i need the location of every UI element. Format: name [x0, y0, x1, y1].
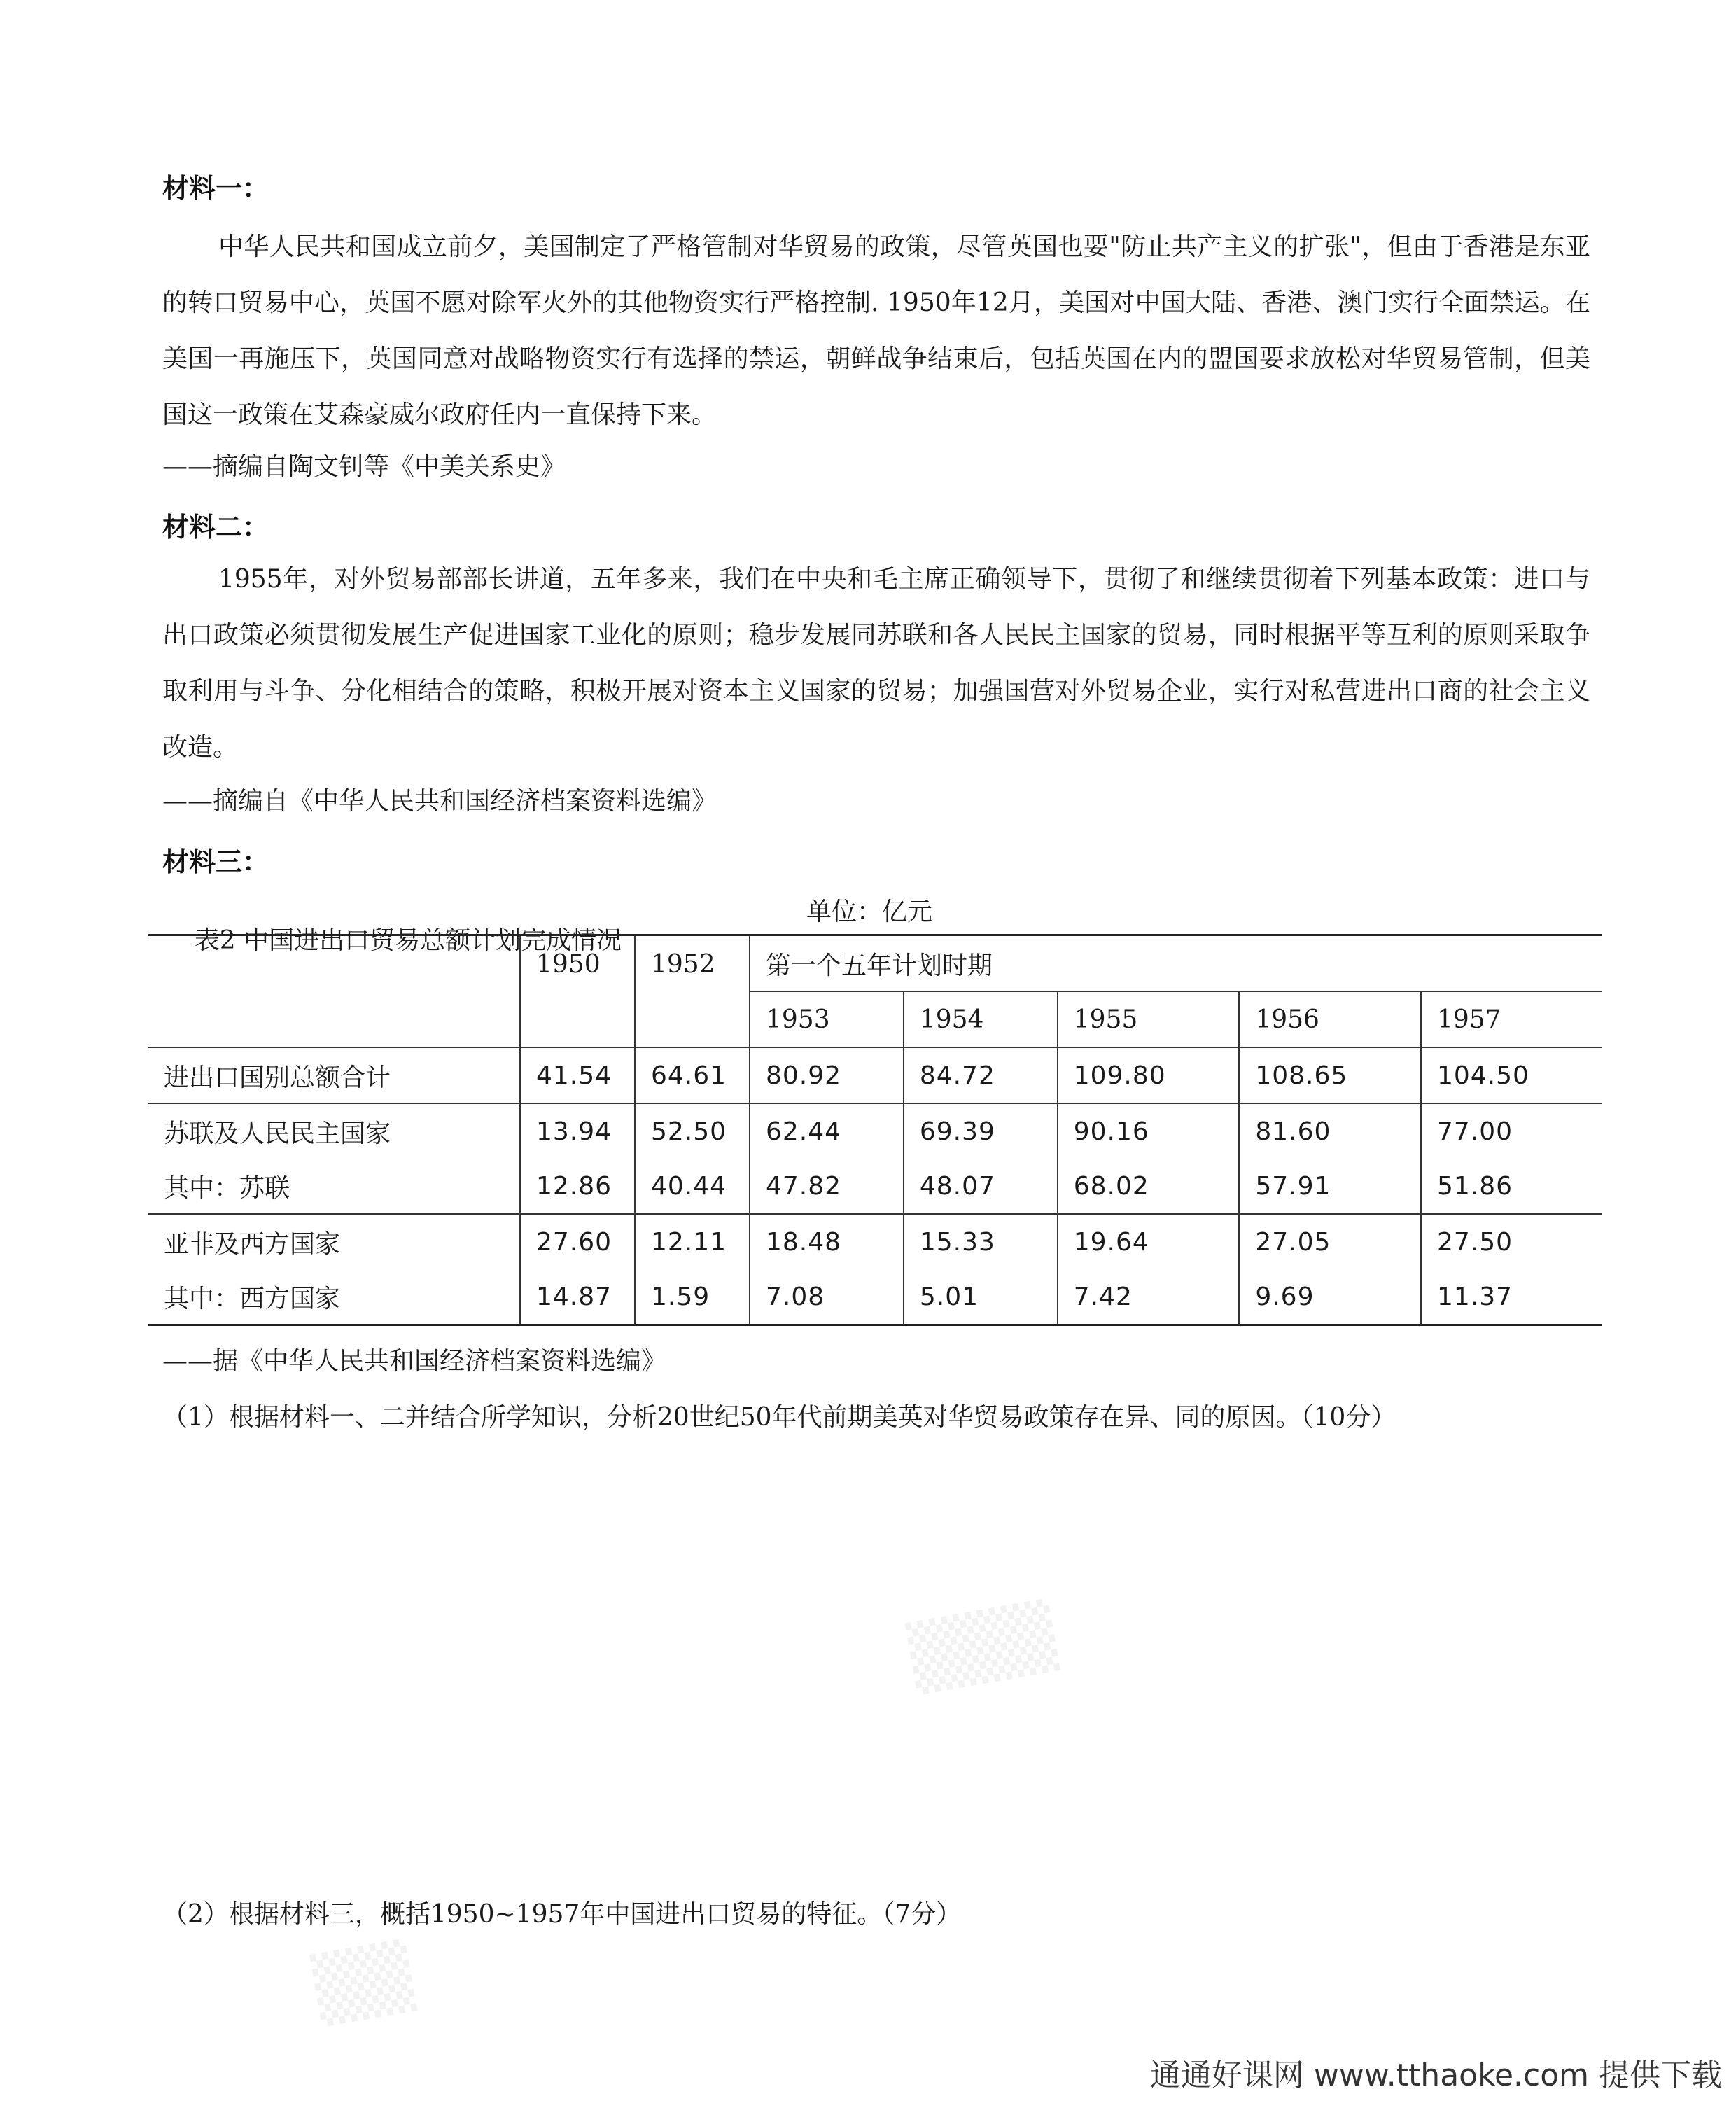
material1-source: ——摘编自陶文钊等《中美关系史》: [162, 452, 566, 481]
header-1957: 1957: [1421, 991, 1602, 1047]
header-1956: 1956: [1239, 991, 1421, 1047]
cell-value: 57.91: [1239, 1159, 1421, 1214]
cell-value: 27.50: [1421, 1214, 1602, 1269]
cell-value: 27.05: [1239, 1214, 1421, 1269]
cell-value: 48.07: [904, 1159, 1058, 1214]
header-1950: 1950: [520, 935, 635, 1048]
cell-value: 7.42: [1058, 1269, 1240, 1325]
cell-value: 11.37: [1421, 1269, 1602, 1325]
cell-value: 81.60: [1239, 1103, 1421, 1159]
trade-table: [148, 934, 1602, 1326]
material1-heading: 材料一：: [162, 173, 270, 204]
cell-value: 109.80: [1058, 1047, 1240, 1103]
question-1: （1）根据材料一、二并结合所学知识，分析20世纪50年代前期美英对华贸易政策存在异、同的原因。（10分）: [162, 1403, 1396, 1432]
scan-watermark-mark: ▒▒▒: [904, 1598, 1061, 1696]
material2-heading: 材料二：: [162, 512, 270, 543]
cell-value: 47.82: [750, 1159, 904, 1214]
header-blank-cell: [148, 935, 520, 1048]
cell-value: 80.92: [750, 1047, 904, 1103]
row-label: 苏联及人民民主国家: [148, 1103, 520, 1159]
material3-source: ——据《中华人民共和国经济档案资料选编》: [162, 1347, 667, 1376]
cell-value: 64.61: [635, 1047, 750, 1103]
cell-value: 52.50: [635, 1103, 750, 1159]
scan-watermark-mark: ▒▒: [309, 1938, 418, 2028]
cell-value: 51.86: [1421, 1159, 1602, 1214]
row-label: 进出口国别总额合计: [148, 1047, 520, 1103]
table-row-western: [148, 1269, 1602, 1325]
cell-value: 18.48: [750, 1214, 904, 1269]
cell-value: 108.65: [1239, 1047, 1421, 1103]
table-row-total: [148, 1047, 1602, 1103]
cell-value: 7.08: [750, 1269, 904, 1325]
table-row-soviet-bloc: [148, 1103, 1602, 1159]
table-row-ussr: [148, 1159, 1602, 1214]
cell-value: 9.69: [1239, 1269, 1421, 1325]
row-label: 亚非及西方国家: [148, 1214, 520, 1269]
header-1954: 1954: [904, 991, 1058, 1047]
header-1953: 1953: [750, 991, 904, 1047]
cell-value: 41.54: [520, 1047, 635, 1103]
table-unit: 单位：亿元: [806, 898, 933, 926]
cell-value: 15.33: [904, 1214, 1058, 1269]
cell-value: 104.50: [1421, 1047, 1602, 1103]
table-caption-title: 表2 中国进出口贸易总额计划完成情况: [194, 926, 622, 955]
table-header-row-1: [148, 935, 1602, 992]
cell-value: 40.44: [635, 1159, 750, 1214]
material3-heading: 材料三：: [162, 846, 270, 877]
cell-value: 27.60: [520, 1214, 635, 1269]
row-label: 其中：苏联: [164, 1173, 290, 1203]
cell-value: 68.02: [1058, 1159, 1240, 1214]
cell-value: 19.64: [1058, 1214, 1240, 1269]
cell-value: 5.01: [904, 1269, 1058, 1325]
cell-value: 12.86: [520, 1159, 635, 1214]
material2-source: ——摘编自《中华人民共和国经济档案资料选编》: [162, 787, 718, 816]
row-label: 其中：西方国家: [164, 1284, 341, 1313]
cell-value: 84.72: [904, 1047, 1058, 1103]
header-1955: 1955: [1058, 991, 1240, 1047]
cell-value: 69.39: [904, 1103, 1058, 1159]
material1-paragraph: 中华人民共和国成立前夕，美国制定了严格管制对华贸易的政策，尽管英国也要"防止共产主义的扩张"，但由于香港是东亚的转口贸易中心，英国不愿对除军火外的其他物资实行严格控制. 1950年12月，美国对中国大陆、香港、澳门实行全面禁运。在美国一再施压下，英国同意对战略物资实行有选择的禁运，朝鲜战争结束后，包括英国在内的盟国要求放松对华贸易管制，但美国这一政策在艾森豪威尔政府任内一直保持下来。: [162, 232, 1590, 429]
question-2: （2）根据材料三，概括1950~1957年中国进出口贸易的特征。（7分）: [162, 1900, 962, 1929]
material2-paragraph: 1955年，对外贸易部部长讲道，五年多来，我们在中央和毛主席正确领导下，贯彻了和继续贯彻着下列基本政策：进口与出口政策必须贯彻发展生产促进国家工业化的原则；稳步发展同苏联和各人民民主国家的贸易，同时根据平等互利的原则采取争取利用与斗争、分化相结合的策略，积极开展对资本主义国家的贸易；加强国营对外贸易企业，实行对私营进出口商的社会主义改造。: [162, 565, 1590, 762]
cell-value: 12.11: [635, 1214, 750, 1269]
cell-value: 62.44: [750, 1103, 904, 1159]
cell-value: 14.87: [520, 1269, 635, 1325]
cell-value: 90.16: [1058, 1103, 1240, 1159]
table-row-asia-africa-west: [148, 1214, 1602, 1269]
header-plan-period: 第一个五年计划时期: [750, 935, 1602, 992]
cell-value: 13.94: [520, 1103, 635, 1159]
footer-credit: 通通好课网 www.tthaoke.com 提供下载: [1149, 2058, 1722, 2093]
cell-value: 77.00: [1421, 1103, 1602, 1159]
header-1952: 1952: [635, 935, 750, 1048]
cell-value: 1.59: [635, 1269, 750, 1325]
